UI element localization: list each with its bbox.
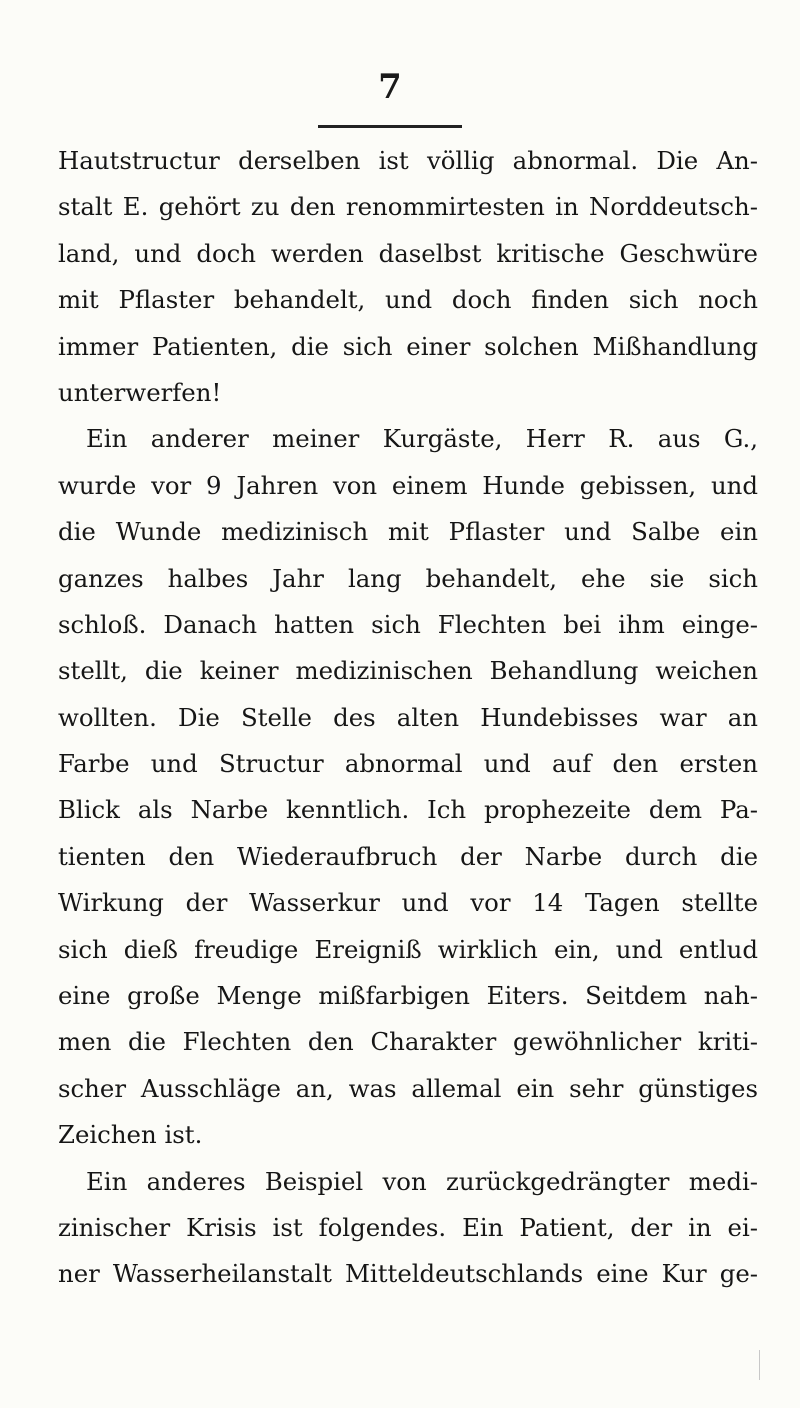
text-line: Ein anderer meiner Kurgäste, Herr R. aus G., bbox=[86, 424, 758, 454]
text-line: unterwerfen! bbox=[58, 377, 222, 407]
text-line: ganzes halbes Jahr lang behandelt, ehe sie sich bbox=[58, 563, 758, 593]
text-line: wollten. Die Stelle des alten Hundebisses war an bbox=[58, 702, 758, 732]
page-number: 7 bbox=[378, 67, 402, 107]
text-line: Hautstructur derselben ist völlig abnormal. Die An- bbox=[58, 146, 758, 175]
text-line: scher Ausschläge an, was allemal ein sehr günstiges bbox=[58, 1073, 758, 1103]
text-line: schloß. Danach hatten sich Flechten bei ihm einge- bbox=[58, 609, 758, 639]
text-line: eine große Menge mißfarbigen Eiters. Seitdem nah- bbox=[58, 981, 758, 1011]
body-text bbox=[58, 138, 758, 1298]
text-line: stalt E. gehört zu den renommirtesten in Norddeutsch- bbox=[58, 192, 758, 222]
text-line: stellt, die keiner medizinischen Behandlung weichen bbox=[58, 656, 758, 686]
text-line: Blick als Narbe kenntlich. Ich prophezeite dem Pa- bbox=[58, 795, 758, 825]
text-line: immer Patienten, die sich einer solchen Mißhandlung bbox=[58, 331, 758, 361]
text-line: Zeichen ist. bbox=[58, 1120, 203, 1150]
text-line: die Wunde medizinisch mit Pflaster und Salbe ein bbox=[58, 517, 758, 547]
text-line: Farbe und Structur abnormal und auf den ersten bbox=[58, 749, 758, 779]
header-rule bbox=[318, 125, 462, 128]
text-line: zinischer Krisis ist folgendes. Ein Patient, der in ei- bbox=[58, 1212, 758, 1242]
text-line: men die Flechten den Charakter gewöhnlicher kriti- bbox=[58, 1027, 758, 1057]
text-line: wurde vor 9 Jahren von einem Hunde gebissen, und bbox=[58, 470, 758, 500]
text-line: Ein anderes Beispiel von zurückgedrängter medi- bbox=[86, 1166, 758, 1196]
text-line: Wirkung der Wasserkur und vor 14 Tagen stellte bbox=[58, 888, 758, 918]
text-line: mit Pflaster behandelt, und doch finden sich noch bbox=[58, 285, 758, 315]
text-line: tienten den Wiederaufbruch der Narbe durch die bbox=[58, 841, 758, 871]
text-line: ner Wasserheilanstalt Mitteldeutschlands eine Kur ge- bbox=[58, 1259, 758, 1289]
text-line: sich dieß freudige Ereigniß wirklich ein, und entlud bbox=[58, 934, 758, 964]
text-line: land, und doch werden daselbst kritische Geschwüre bbox=[58, 238, 758, 268]
page-edge-mark bbox=[759, 1350, 760, 1380]
